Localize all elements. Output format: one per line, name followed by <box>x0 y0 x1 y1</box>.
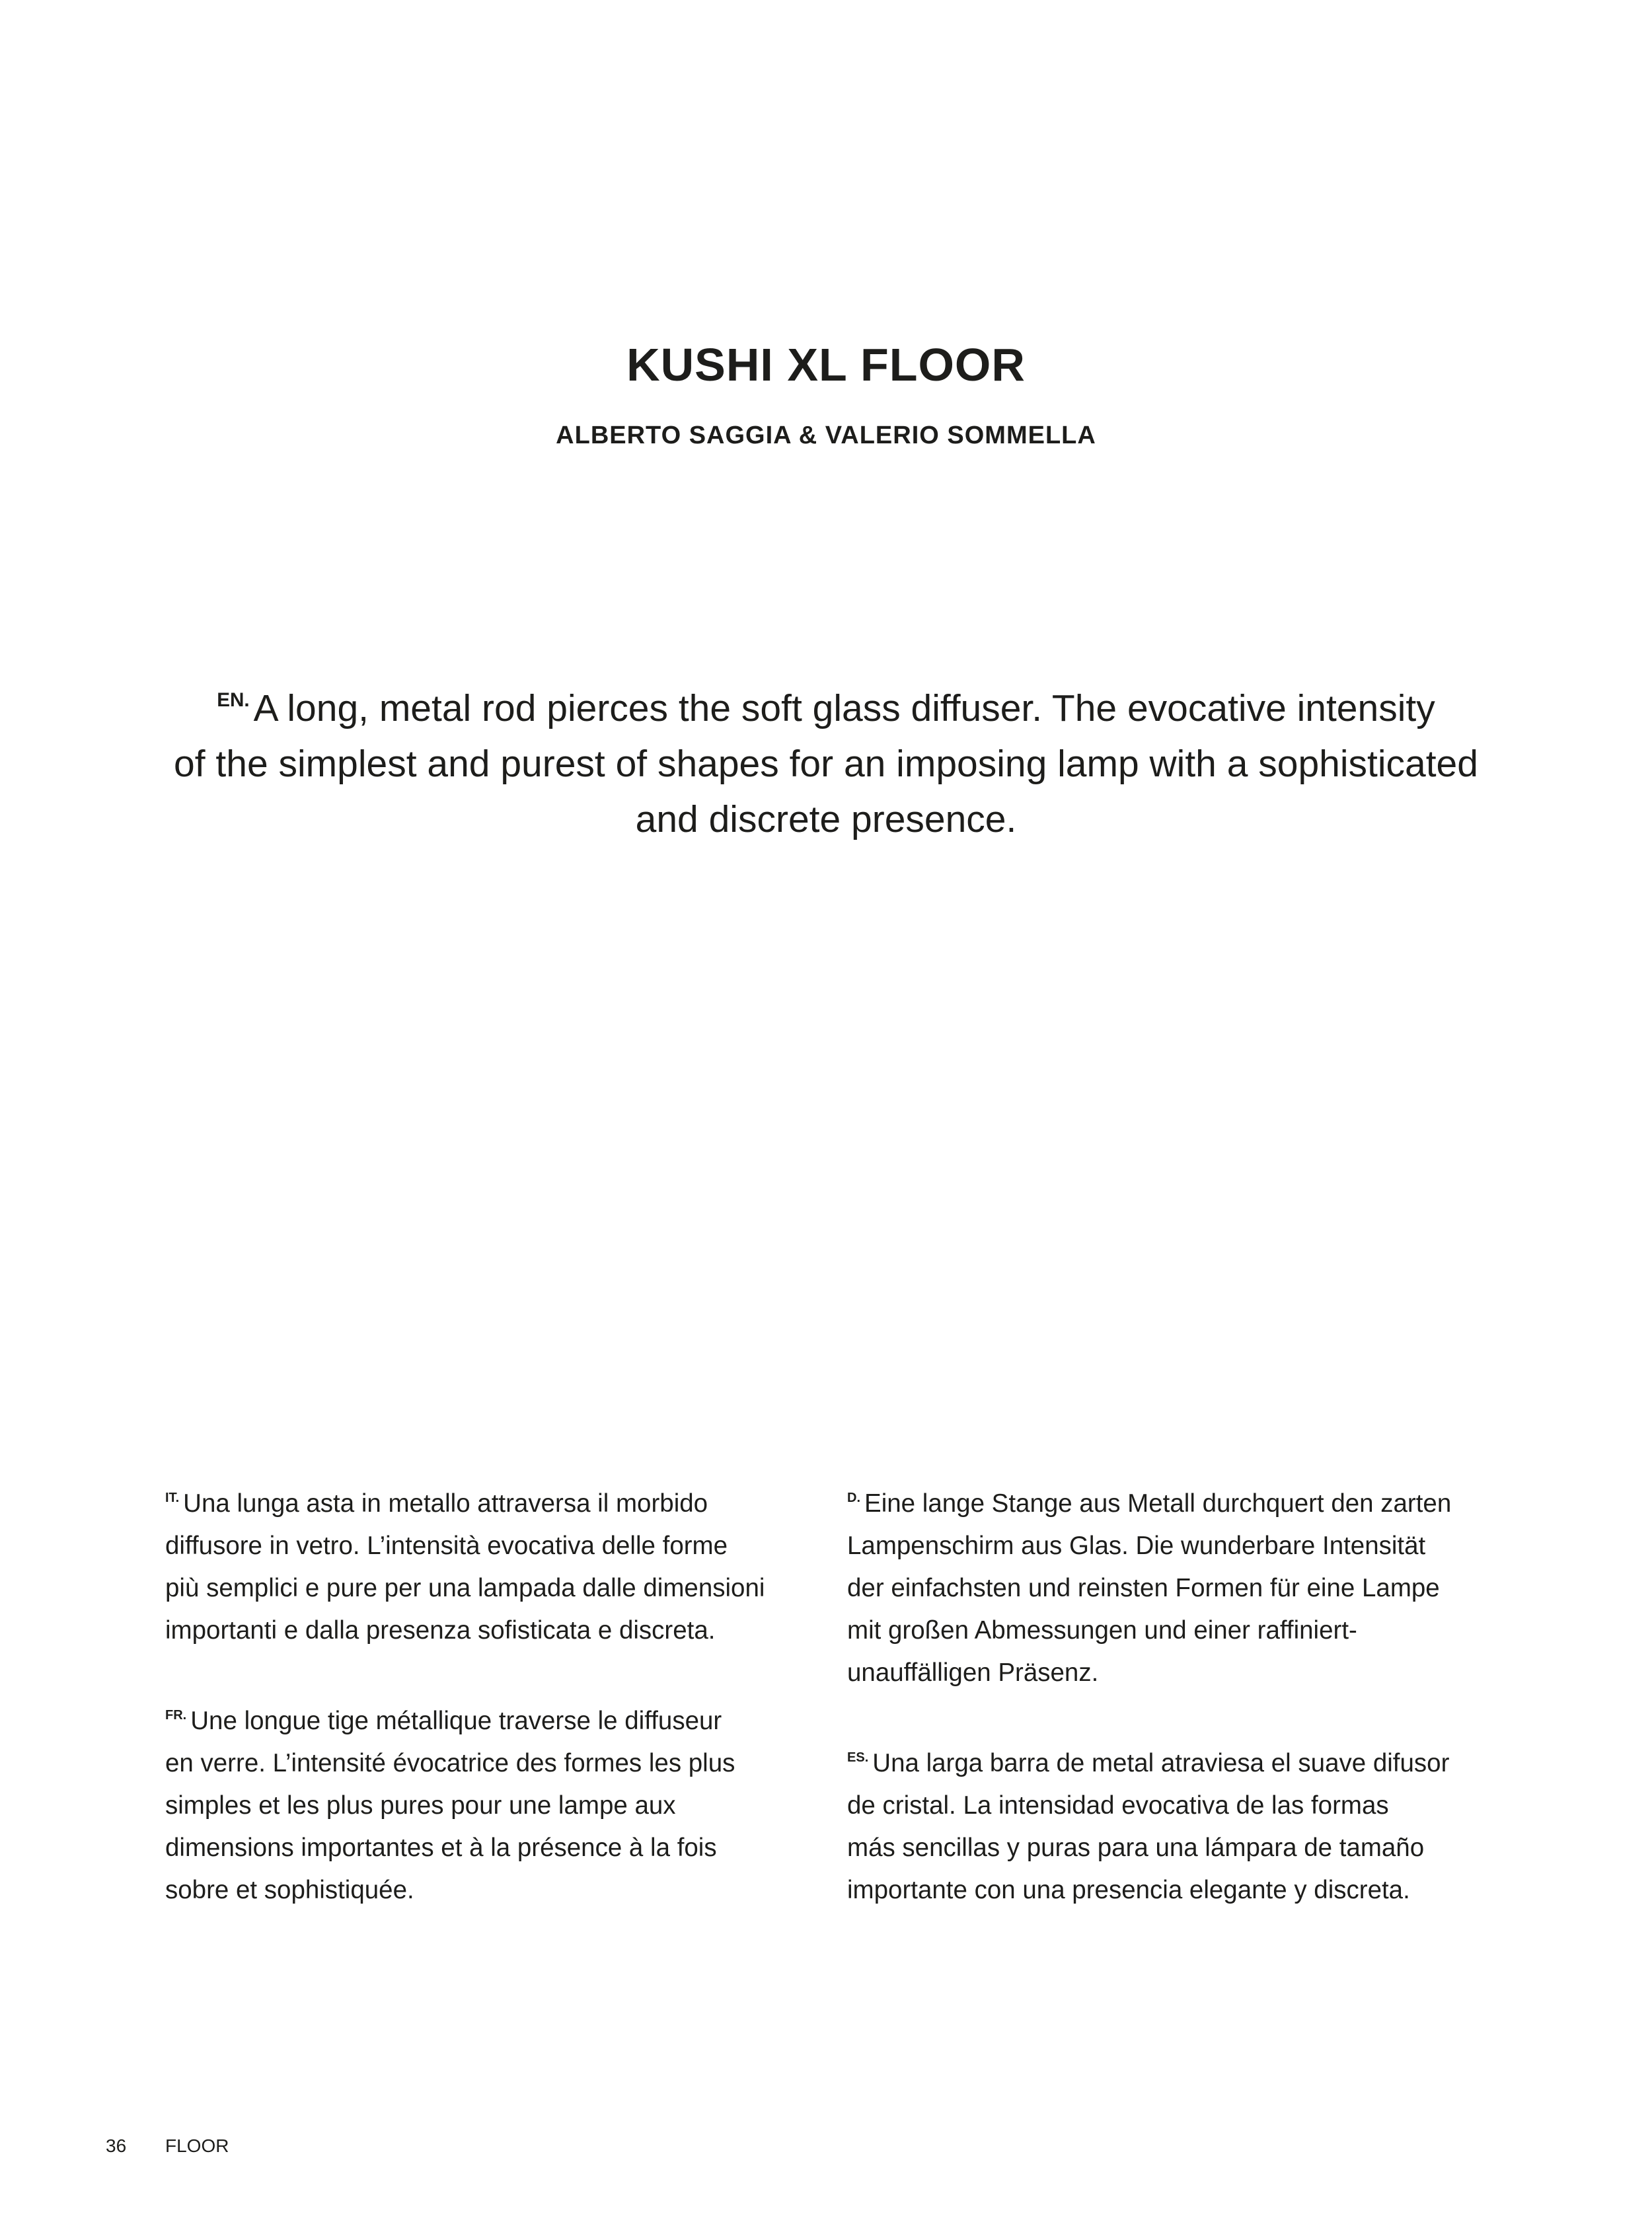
text-line: mit großen Abmessungen und einer raffiniert- <box>847 1616 1357 1645</box>
text-line: unauffälligen Präsenz. <box>847 1658 1099 1687</box>
text-line: Una larga barra de metal atraviesa el suave difusor <box>872 1749 1450 1777</box>
language-tag: FR. <box>165 1708 187 1723</box>
text-line: sobre et sophistiquée. <box>165 1876 414 1904</box>
right-column <box>847 1477 1521 1954</box>
lead-line <box>0 673 1652 736</box>
language-tag: ES. <box>847 1750 869 1765</box>
section-label: FLOOR <box>165 2136 229 2156</box>
text-line: de cristal. La intensidad evocativa de las formas <box>847 1791 1389 1820</box>
text-line: en verre. L’intensité évocatrice des formes les plus <box>165 1749 735 1777</box>
paragraph-es <box>847 1736 1521 1912</box>
text-line: Una lunga asta in metallo attraversa il morbido <box>183 1489 708 1518</box>
language-tag: EN. <box>217 689 250 711</box>
paragraph-de <box>847 1477 1521 1694</box>
text-line: der einfachsten und reinsten Formen für eine Lampe <box>847 1574 1440 1602</box>
lead-paragraph-en <box>0 673 1652 847</box>
paragraph-it <box>165 1477 839 1652</box>
text-line: más sencillas y puras para una lámpara de tamaño <box>847 1834 1425 1862</box>
text-line: più semplici e pure per una lampada dalle dimensioni <box>165 1574 765 1602</box>
designers: ALBERTO SAGGIA & VALERIO SOMMELLA <box>556 422 1096 449</box>
page-number: 36 <box>106 2136 127 2156</box>
text-line: simples et les plus pures pour une lampe aux <box>165 1791 676 1820</box>
lead-line: and discrete presence. <box>635 798 1017 841</box>
text-line: dimensions importantes et à la présence à la fois <box>165 1834 717 1862</box>
text-line: importanti e dalla presenza sofisticata e discreta. <box>165 1616 716 1645</box>
text-line: Lampenschirm aus Glas. Die wunderbare Intensität <box>847 1532 1426 1560</box>
lead-text: A long, metal rod pierces the soft glass diffuser. The evocative intensity <box>253 687 1435 730</box>
product-title: KUSHI XL FLOOR <box>626 339 1026 390</box>
text-line: importante con una presencia elegante y discreta. <box>847 1876 1410 1904</box>
text-line: Une longue tige métallique traverse le diffuseur <box>190 1707 722 1735</box>
language-tag: D. <box>847 1491 861 1505</box>
text-line: diffusore in vetro. L’intensità evocativa delle forme <box>165 1532 728 1560</box>
text-line: Eine lange Stange aus Metall durchquert den zarten <box>864 1489 1452 1518</box>
language-tag: IT. <box>165 1491 180 1505</box>
lead-line: of the simplest and purest of shapes for an imposing lamp with a sophisticated <box>174 743 1478 786</box>
paragraph-fr <box>165 1694 839 1912</box>
left-column <box>165 1477 839 1954</box>
